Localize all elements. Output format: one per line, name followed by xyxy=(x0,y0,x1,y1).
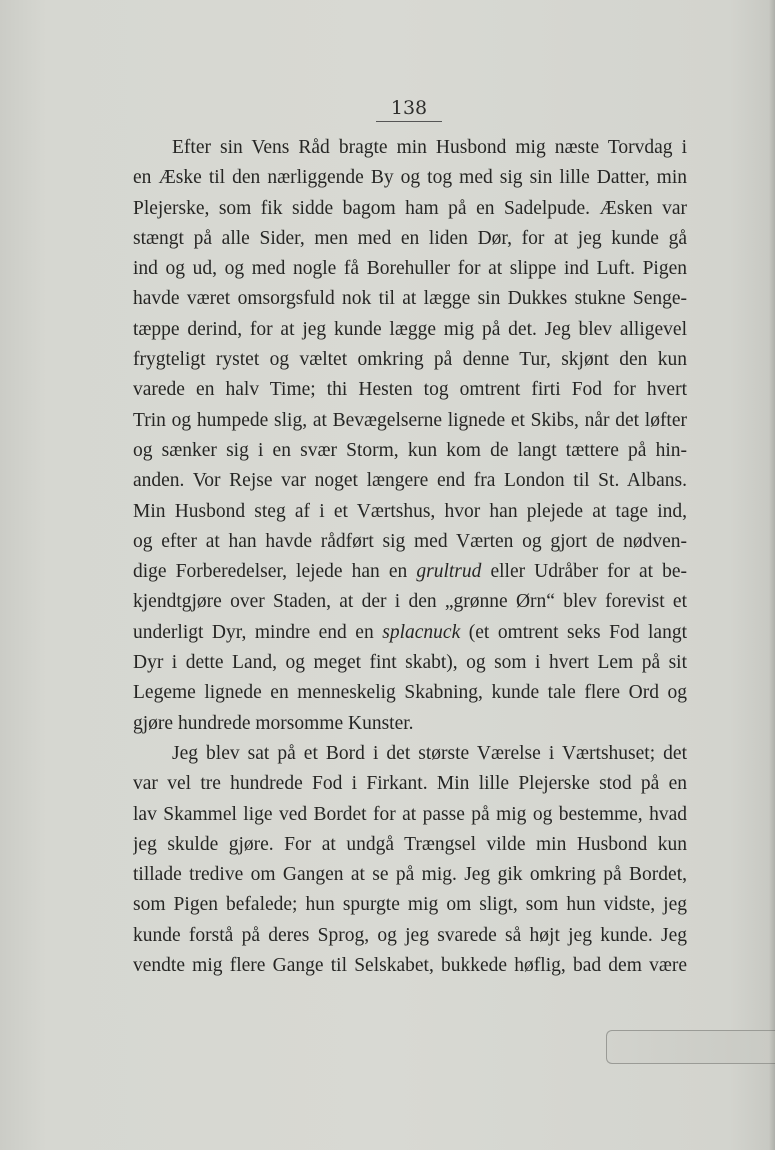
text-line: Jeg blev sat på et Bord i det største Værelse i Værtshuset; det xyxy=(172,742,687,764)
text-line: jeg skulde gjøre. For at undgå Trængsel vilde min Husbond kun xyxy=(133,833,687,855)
text-line: og sænker sig i en svær Storm, kun kom de langt tættere på hin- xyxy=(133,439,687,461)
text-line: som Pigen befalede; hun spurgte mig om sligt, som hun vidste, jeg xyxy=(133,894,687,916)
text-line: varede en halv Time; thi Hesten tog omtrent firti Fod for hvert xyxy=(133,379,687,401)
text-line: Min Husbond steg af i et Værtshus, hvor han plejede at tage ind, xyxy=(133,500,687,522)
body-text xyxy=(133,133,687,981)
text-line: Dyr i dette Land, og meget fint skabt), og som i hvert Lem på sit xyxy=(133,652,687,674)
text-line: vendte mig flere Gange til Selskabet, bukkede høflig, bad dem være xyxy=(133,955,687,977)
text-segment: underligt Dyr, mindre end en xyxy=(133,621,383,643)
page-edge-shadow xyxy=(769,0,775,1150)
text-line: anden. Vor Rejse var noget længere end fra London til St. Albans. xyxy=(133,470,687,492)
text-segment: (et omtrent seks Fod langt xyxy=(460,621,687,643)
text-line: kunde forstå på deres Sprog, og jeg svarede så højt jeg kunde. Jeg xyxy=(133,924,687,946)
text-line: en Æske til den nærliggende By og tog med sig sin lille Datter, min xyxy=(133,167,687,189)
text-line: lav Skammel lige ved Bordet for at passe på mig og bestemme, hvad xyxy=(133,803,687,825)
text-line: Trin og humpede slig, at Bevægelserne lignede et Skibs, når det løfter xyxy=(133,409,687,431)
italic-term: grultrud xyxy=(416,561,482,583)
text-line: tæppe derind, for at jeg kunde lægge mig på det. Jeg blev alligevel xyxy=(133,318,687,340)
text-line: gjøre hundrede morsomme Kunster. xyxy=(133,712,414,734)
text-line: Efter sin Vens Råd bragte min Husbond mig næste Torvdag i xyxy=(172,137,687,158)
text-line xyxy=(133,618,687,648)
text-line: tillade tredive om Gangen at se på mig. Jeg gik omkring på Bordet, xyxy=(133,864,687,886)
text-line: havde været omsorgsfuld nok til at lægge sin Dukkes stukne Senge- xyxy=(133,288,687,310)
paper-clip-mark xyxy=(606,1030,775,1064)
text-line: ind og ud, og med nogle få Borehuller for at slippe ind Luft. Pigen xyxy=(133,258,687,280)
text-line: var vel tre hundrede Fod i Firkant. Min lille Plejerske stod på en xyxy=(133,773,687,795)
text-line: Plejerske, som fik sidde bagom ham på en Sadelpude. Æsken var xyxy=(133,197,687,219)
text-segment: eller Udråber for at be- xyxy=(481,561,687,583)
page-number: 138 xyxy=(376,96,442,122)
text-segment: dige Forberedelser, lejede han en xyxy=(133,561,417,583)
text-line: kjendtgjøre over Staden, at der i den „grønne Ørn“ blev forevist et xyxy=(133,591,687,613)
italic-term: splacnuck xyxy=(382,621,461,643)
text-line: og efter at han havde rådført sig med Værten og gjort de nødven- xyxy=(133,530,687,552)
text-line: frygteligt rystet og væltet omkring på denne Tur, skjønt den kun xyxy=(133,349,687,371)
text-line: stængt på alle Sider, men med en liden Dør, for at jeg kunde gå xyxy=(133,227,687,249)
text-line xyxy=(133,557,687,587)
text-line: Legeme lignede en menneskelig Skabning, kunde tale flere Ord og xyxy=(133,682,687,704)
